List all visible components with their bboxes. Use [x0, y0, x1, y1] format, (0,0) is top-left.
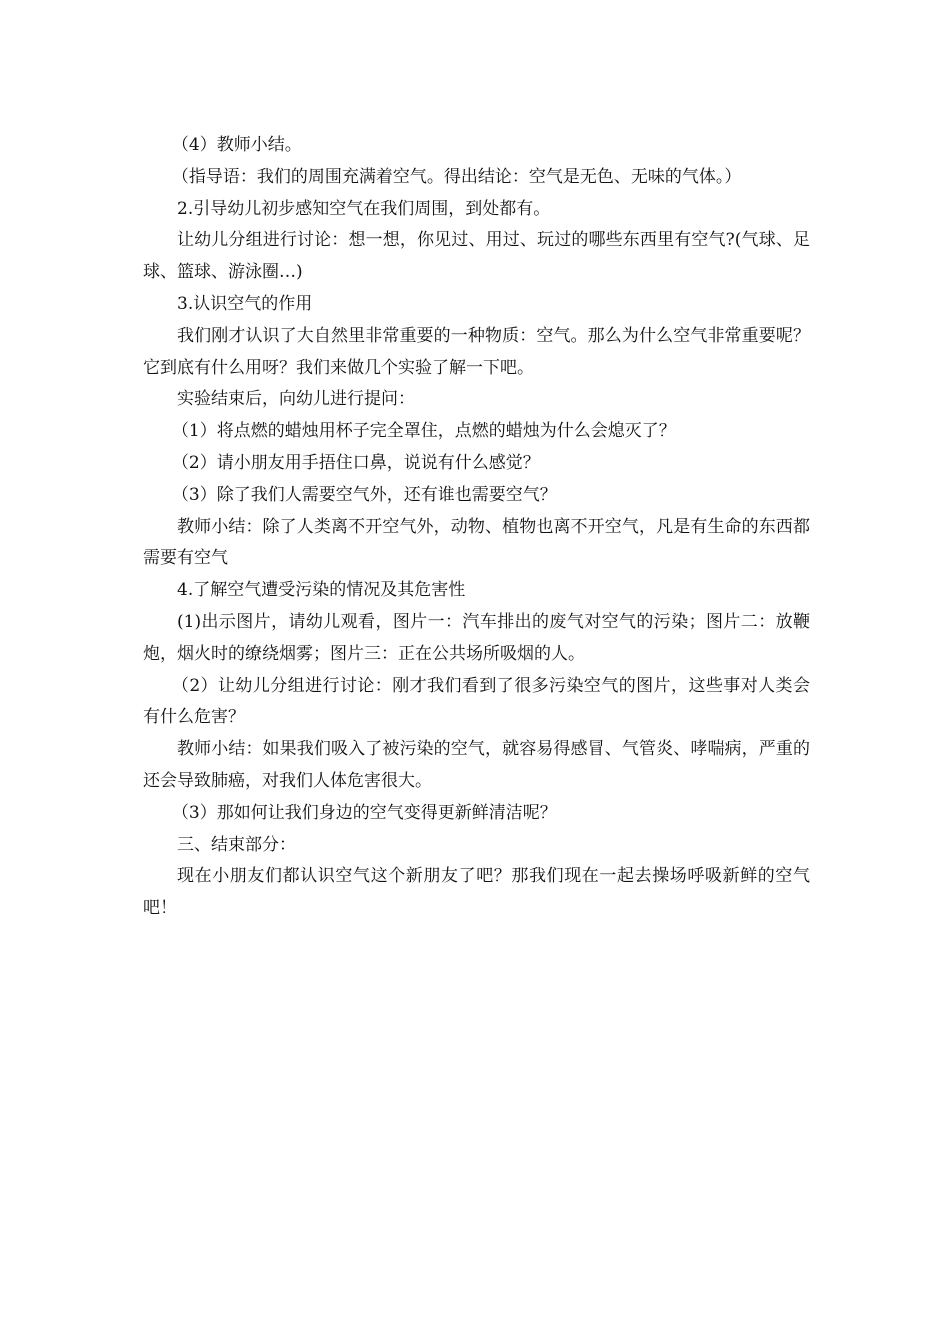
- paragraph-after-experiment: 实验结束后，向幼儿进行提问：: [177, 389, 415, 410]
- paragraph-section-2-heading: 2.引导幼儿初步感知空气在我们周围，到处都有。: [177, 198, 551, 219]
- paragraph-pollution-discussion: （2）让幼儿分组进行讨论：刚才我们看到了很多污染空气的图片，这些事对人类会有什么危害？: [143, 675, 810, 728]
- paragraph-teacher-summary-pollution: 教师小结：如果我们吸入了被污染的空气，就容易得感冒、气管炎、哮喘病，严重的还会导致肺癌，对我们人体危害很大。: [143, 739, 810, 791]
- paragraph-question-2: （2）请小朋友用手捂住口鼻，说说有什么感觉？: [171, 452, 540, 473]
- paragraph-group-discussion: 让幼儿分组进行讨论：想一想，你见过、用过、玩过的哪些东西里有空气?(气球、足球、篮球、游泳圈…): [143, 230, 810, 283]
- paragraph-ending-heading: 三、结束部分：: [177, 834, 296, 855]
- paragraph-teacher-summary-life: 教师小结：除了人类离不开空气外，动物、植物也离不开空气，凡是有生命的东西都需要有空气: [143, 516, 810, 569]
- paragraph-section-4-heading: 4.了解空气遭受污染的情况及其危害性: [177, 580, 466, 601]
- paragraph-question-3: （3）除了我们人需要空气外，还有谁也需要空气？: [171, 484, 557, 505]
- paragraph-closing: 现在小朋友们都认识空气这个新朋友了吧？那我们现在一起去操场呼吸新鲜的空气吧！: [143, 866, 810, 919]
- paragraph-show-pictures: (1)出示图片，请幼儿观看，图片一：汽车排出的废气对空气的污染；图片二：放鞭炮，烟火时的缭绕烟雾；图片三：正在公共场所吸烟的人。: [143, 611, 810, 664]
- paragraph-guidance-note: （指导语：我们的周围充满着空气。得出结论：空气是无色、无味的气体。）: [171, 166, 742, 187]
- paragraph-teacher-summary-heading: （4）教师小结。: [171, 135, 302, 155]
- document-body: [143, 130, 810, 925]
- paragraph-section-3-heading: 3.认识空气的作用: [177, 293, 313, 314]
- paragraph-fresh-air-question: （3）那如何让我们身边的空气变得更新鲜清洁呢？: [171, 802, 557, 823]
- paragraph-question-1: （1）将点燃的蜡烛用杯子完全罩住，点燃的蜡烛为什么会熄灭了？: [171, 421, 676, 442]
- paragraph-air-importance: 我们刚才认识了大自然里非常重要的一种物质：空气。那么为什么空气非常重要呢？它到底有什么用呀？我们来做几个实验了解一下吧。: [143, 325, 810, 378]
